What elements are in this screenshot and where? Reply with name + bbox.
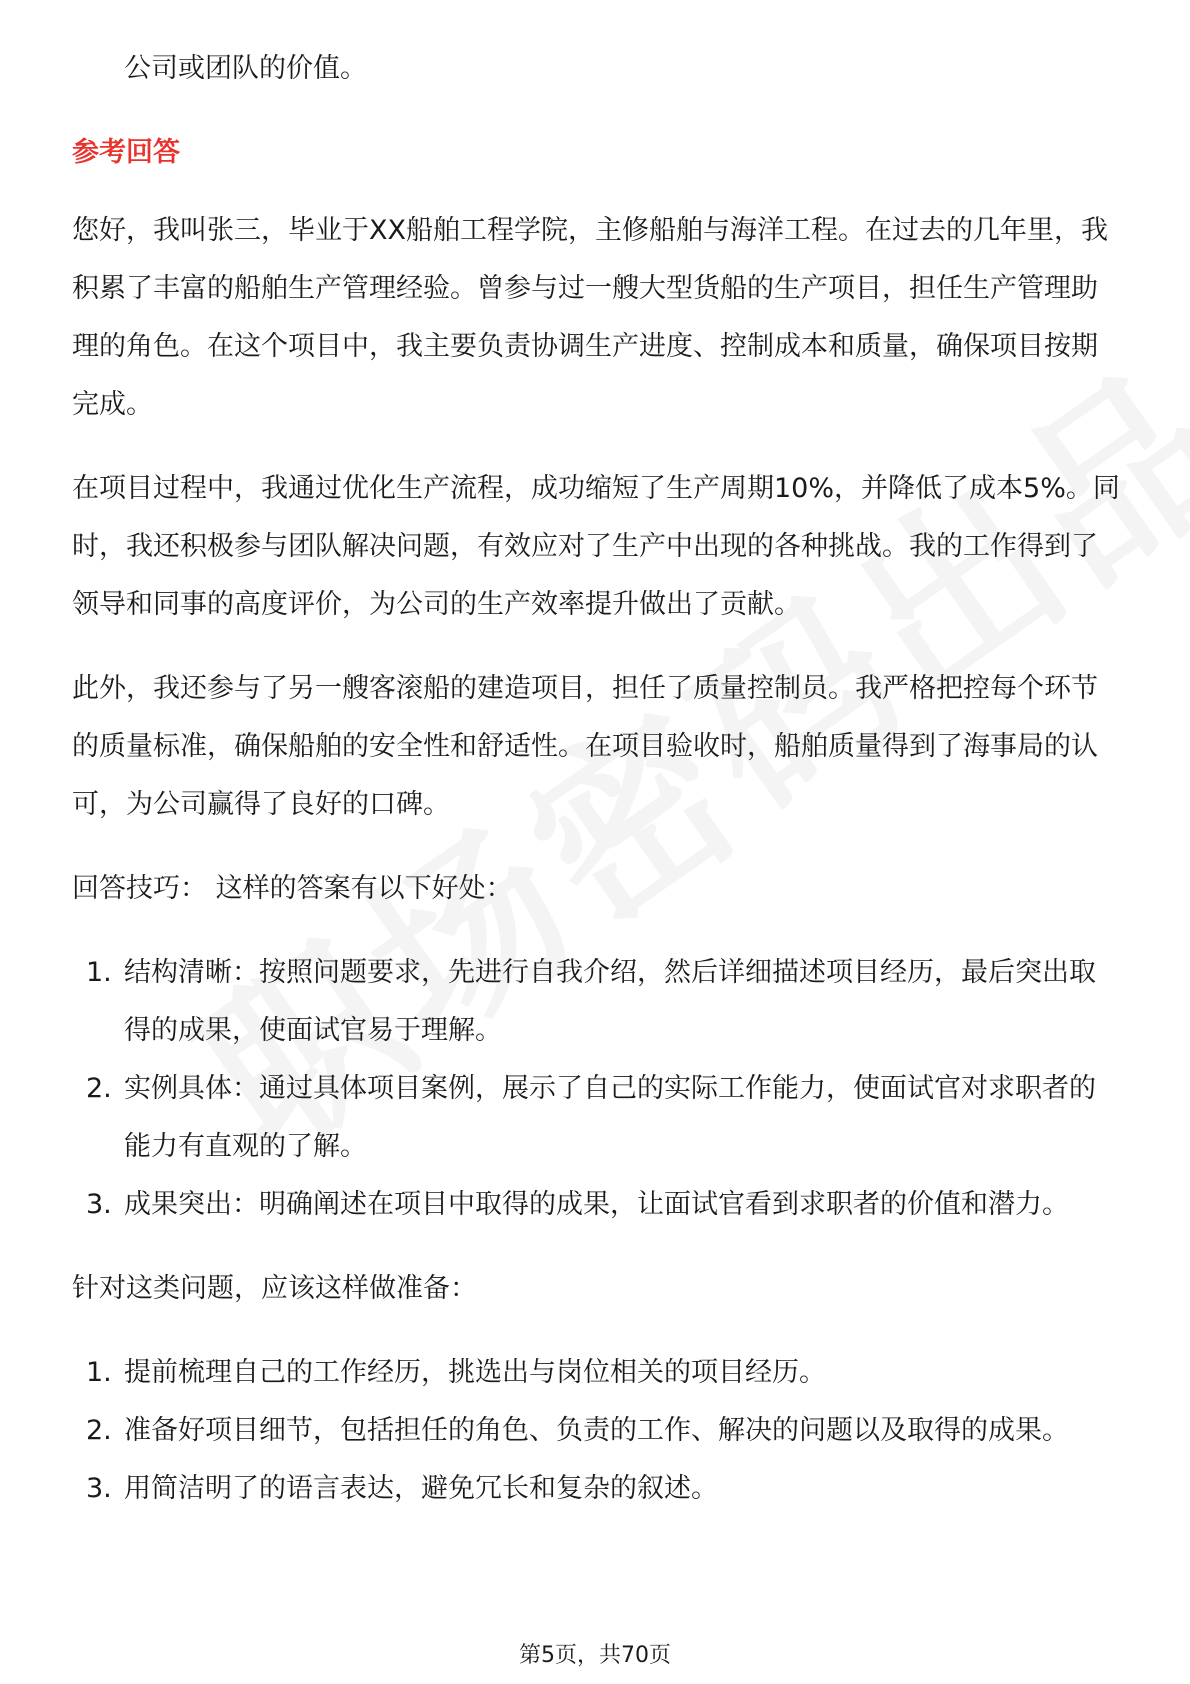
- list-item-text: 结构清晰：按照问题要求，先进行自我介绍，然后详细描述项目经历，最后突出取得的成果，使面试官易于理解。: [124, 957, 1096, 1046]
- list-number: 2.: [86, 1415, 112, 1446]
- list-number: 2.: [86, 1073, 112, 1104]
- list-item: [72, 944, 1122, 1060]
- list-number: 1.: [86, 957, 112, 988]
- answer-paragraph-3: 此外，我还参与了另一艘客滚船的建造项目，担任了质量控制员。我严格把控每个环节的质量标准，确保船舶的安全性和舒适性。在项目验收时，船舶质量得到了海事局的认可，为公司赢得了良好的口碑。: [72, 673, 1098, 820]
- reference-answer-heading: 参考回答: [72, 137, 180, 168]
- list-number: 3.: [86, 1189, 112, 1220]
- continuation-text: 公司或团队的价值。: [124, 53, 367, 84]
- list-item: [72, 1176, 1122, 1234]
- list-number: 1.: [86, 1357, 112, 1388]
- list-item: [72, 1402, 1122, 1460]
- page-content: [72, 40, 1122, 1518]
- list-item: [72, 1344, 1122, 1402]
- page-number-footer: 第5页，共70页: [519, 1643, 671, 1668]
- list-item-text: 用简洁明了的语言表达，避免冗长和复杂的叙述。: [124, 1473, 718, 1504]
- prep-list: [72, 1344, 1122, 1518]
- list-item-text: 实例具体：通过具体项目案例，展示了自己的实际工作能力，使面试官对求职者的能力有直观的了解。: [124, 1073, 1096, 1162]
- list-item: [72, 1460, 1122, 1518]
- list-number: 3.: [86, 1473, 112, 1504]
- tips-list: [72, 944, 1122, 1234]
- list-item: [72, 1060, 1122, 1176]
- prep-intro: 针对这类问题，应该这样做准备：: [72, 1273, 477, 1304]
- answer-paragraph-1: 您好，我叫张三，毕业于XX船舶工程学院，主修船舶与海洋工程。在过去的几年里，我积累了丰富的船舶生产管理经验。曾参与过一艘大型货船的生产项目，担任生产管理助理的角色。在这个项目中，我主要负责协调生产进度、控制成本和质量，确保项目按期完成。: [72, 215, 1108, 420]
- answer-paragraph-2: 在项目过程中，我通过优化生产流程，成功缩短了生产周期10%，并降低了成本5%。同时，我还积极参与团队解决问题，有效应对了生产中出现的各种挑战。我的工作得到了领导和同事的高度评价，为公司的生产效率提升做出了贡献。: [72, 473, 1120, 620]
- list-item-text: 准备好项目细节，包括担任的角色、负责的工作、解决的问题以及取得的成果。: [124, 1415, 1069, 1446]
- list-item-text: 成果突出：明确阐述在项目中取得的成果，让面试官看到求职者的价值和潜力。: [124, 1189, 1069, 1220]
- tips-intro: 回答技巧： 这样的答案有以下好处：: [72, 873, 513, 904]
- list-item-text: 提前梳理自己的工作经历，挑选出与岗位相关的项目经历。: [124, 1357, 826, 1388]
